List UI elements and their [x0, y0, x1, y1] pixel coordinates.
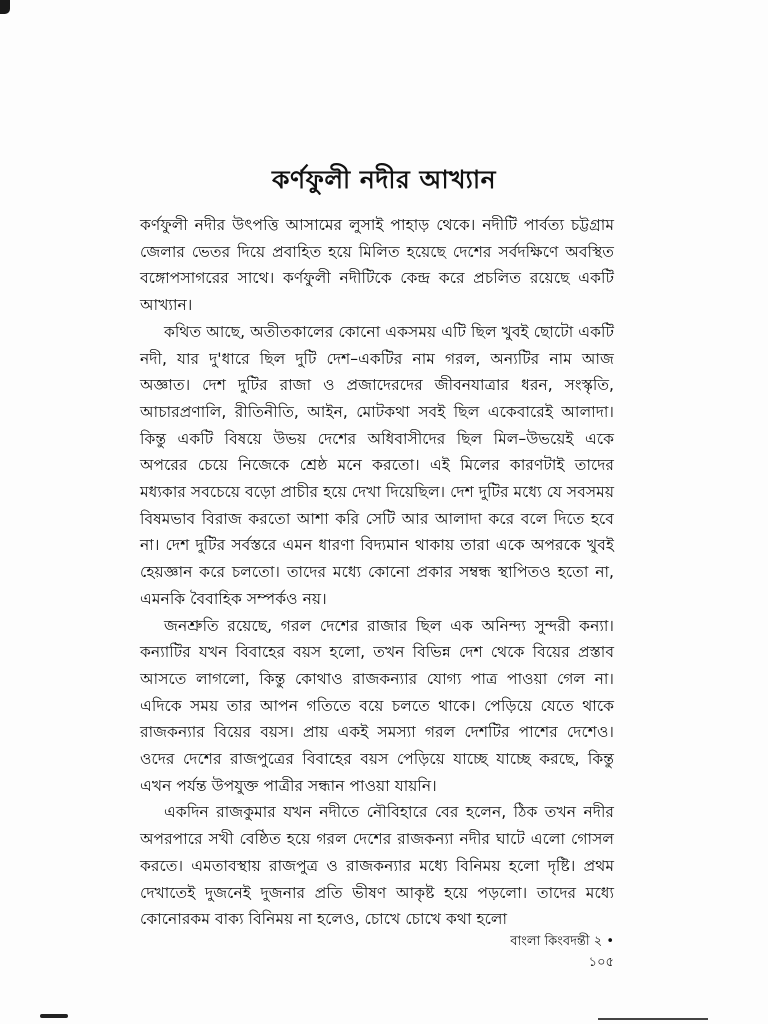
paragraph-4: একদিন রাজকুমার যখন নদীতে নৌবিহারে বের হলেন, ঠিক তখন নদীর অপরপারে সখী বেষ্ঠিত হয়ে গরল দেশের রাজকন্যা নদীর ঘাটে এলো গোসল করতে। এমতাবস্থায় রাজপুত্র ও রাজকন্যার মধ্যে বিনিময় হলো দৃষ্টি। প্রথম দেখাতেই দুজনেই দুজনার প্রতি ভীষণ আকৃষ্ট হয়ে পড়লো। তাদের মধ্যে কোনোরকম বাক্য বিনিময় না হলেও, চোখে চোখে কথা হলো: [140, 803, 614, 929]
paragraph-3: জনশ্রুতি রয়েছে, গরল দেশের রাজার ছিল এক অনিন্দ্য সুন্দরী কন্যা। কন্যাটির যখন বিবাহের বয়স হলো, তখন বিভিন্ন দেশ থেকে বিয়ের প্রস্তাব আসতে লাগলো, কিন্তু কোথাও রাজকন্যার যোগ্য পাত্র পাওয়া গেল না। এদিকে সময় তার আপন গতিতে বয়ে চলতে থাকে। পেড়িয়ে যেতে থাকে রাজকন্যার বিয়ের বয়স। প্রায় একই সমস্যা গরল দেশটির পাশের দেশেও। ওদের দেশের রাজপুত্রের বিবাহের বয়স পেড়িয়ে যাচ্ছে যাচ্ছে করছে, কিন্তু এখন পর্যন্ত উপযুক্ত পাত্রীর সন্ধান পাওয়া যায়নি।: [140, 616, 614, 795]
chapter-title: কর্ণফুলী নদীর আখ্যান: [271, 165, 497, 194]
scan-corner-mark: [0, 0, 10, 14]
scan-edge-mark-right: [598, 1018, 708, 1020]
body-text: [140, 212, 614, 933]
paragraph-1: কর্ণফুলী নদীর উৎপত্তি আসামের লুসাই পাহাড় থেকে। নদীটি পার্বত্য চট্টগ্রাম জেলার ভেতর দিয়ে প্রবাহিত হয়ে মিলিত হয়েছে দেশের সর্বদক্ষিণে অবস্থিত বঙ্গোপসাগরের সাথে। কর্ণফুলী নদীটিকে কেন্দ্র করে প্রচলিত রয়েছে একটি আখ্যান।: [140, 216, 614, 315]
scan-edge-mark-left: [40, 1014, 68, 1018]
page-footer: বাংলা কিংবদন্তী ২ • ১০৫: [510, 934, 614, 970]
paragraph-2: কথিত আছে, অতীতকালের কোনো একসময় এটি ছিল খুবই ছোটো একটি নদী, যার দু'ধারে ছিল দুটি দেশ–একটির নাম গরল, অন্যটির নাম আজ অজ্ঞাত। দেশ দুটির রাজা ও প্রজাদেরদের জীবনযাত্রার ধরন, সংস্কৃতি, আচারপ্রণালি, রীতিনীতি, আইন, মোটকথা সবই ছিল একেবারেই আলাদা। কিন্তু একটি বিষয়ে উভয় দেশের অধিবাসীদের ছিল মিল–উভয়েই একে অপরের চেয়ে নিজেকে শ্রেষ্ঠ মনে করতো। এই মিলের কারণটাই তাদের মধ্যকার সবচেয়ে বড়ো প্রাচীর হয়ে দেখা দিয়েছিল। দেশ দুটির মধ্যে যে সবসময় বিষমভাব বিরাজ করতো আশা করি সেটি আর আলাদা করে বলে দিতে হবে না। দেশ দুটির সর্বস্তরে এমন ধারণা বিদ্যমান থাকায় তারা একে অপরকে খুবই হেয়জ্ঞান করে চলতো। তাদের মধ্যে কোনো প্রকার সম্বন্ধ স্থাপিতও হতো না, এমনকি বৈবাহিক সম্পর্কও নয়।: [140, 322, 615, 608]
